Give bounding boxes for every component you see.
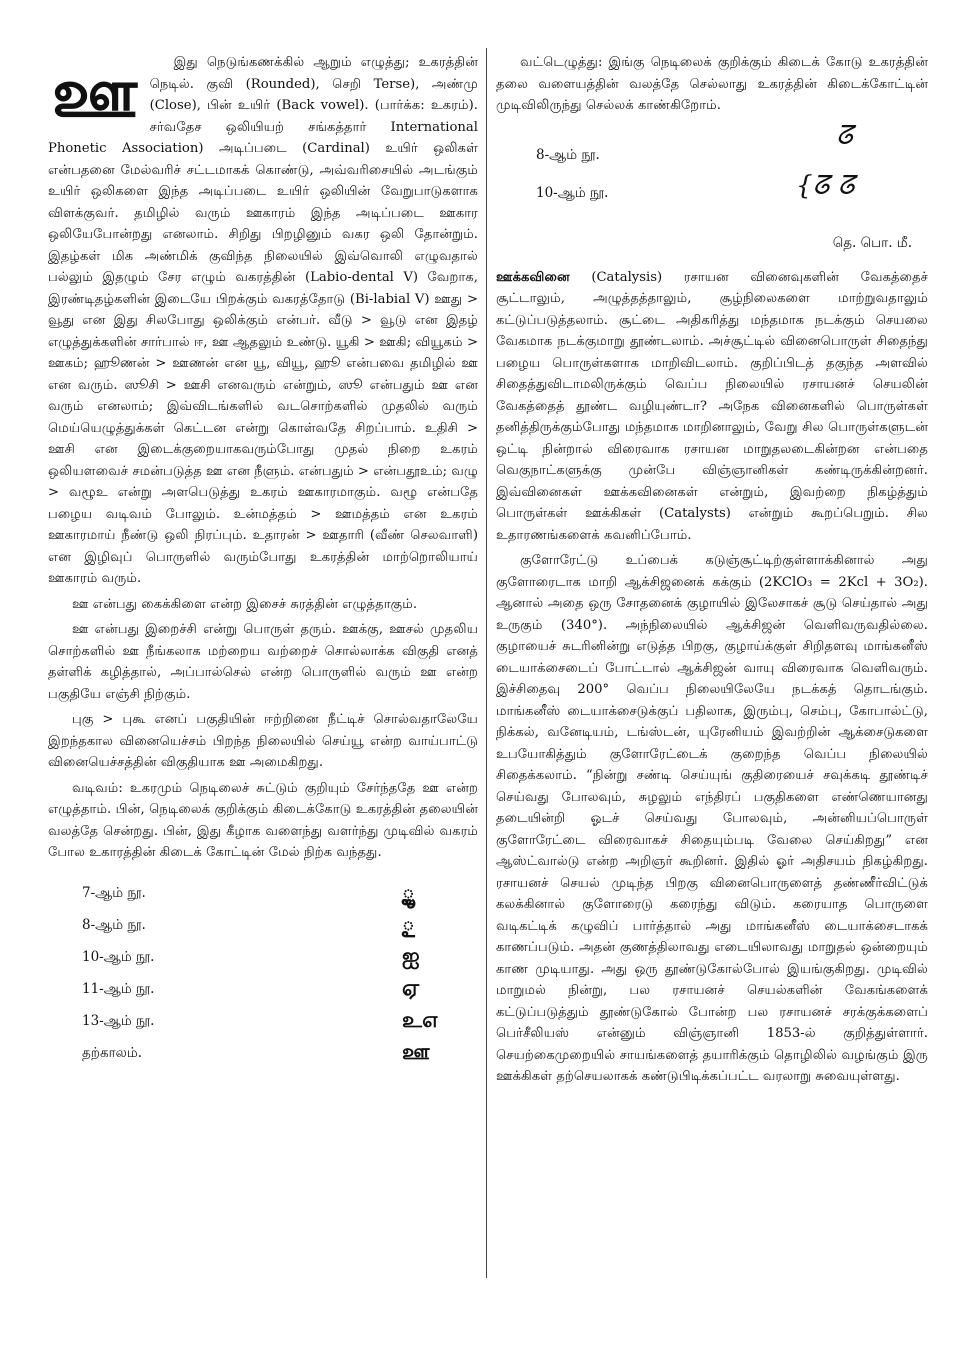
form-glyph: ౖౢ [402,878,415,904]
intro-paragraph: இது நெடுங்கணக்கில் ஆறும் எழுத்து; உகரத்தின் நெடில். குவி (Rounded), செறி Terse), அண்மு (Close), பின் உயிர் (Back vowel). (பார்க்க: உகரம்). சர்வதேச ஒலியியற் சங்கத்தார் International Phonetic Association) அடிப்படை (Cardinal) உயிர் ஒலிகள் என்பதனை மேல்வரிச் சட்டமாகக் கொண்டு, அவ்வரிசையில் அடங்கும் உயிர் ஒலிகளை இந்த அடிப்படை உயிர் ஒலியின் வேறுபாடுகளாக விளக்குவர். தமிழில் வரும் ஊகாரம் இந்த அடிப்படை ஊகார ஒலியேபோன்றது எனலாம். சிறிது பிறழினும் வகர ஒலி தோன்றும். இதழ்கள் மிக அண்மிக் குவிந்த நிலையில் இவ்வொலி எழுவதால் பல்லும் இதழும் சேர எழும் வகரத்தின் (Labio-dental V) வேறாக, இரண்டிதழ்களின் இடையே பிறக்கும் வகரத்தோடு (Bi-labial V) ஊது > வூது என இது சிலபோது ஒலிக்கும் என்பர். வீடு > வூடு என இதழ் எழுத்துக்களின் சார்பால் ஈ, ஊ ஆதலும் உண்டு. யூகி > ஊகி; வியூகம் > ஊகம்; ஹூணன் > ஊணன் என யூ, வியூ, ஹூ என்பவை தமிழில் ஊ என வரும். ஸூசி > ஊசி எனவரும் என்றும், ஸூ என்பதும் ஊ என வரும் எனலாம்; இவ்விடங்களில் வடசொற்களில் முதலில் வரும் மெய்யெழுத்துக்கள் கெட்டன என்று கொள்வதே சிறப்பாம். உதிசி > ஊசி என இடைக்குறையாகவரும்போது முதல் நிறை உகரம் ஒலியளவைச் சமன்படுத்த ஊ என நீளும். என்பதும் > என்பதூஉம்; வழு > வழூஉ என்று அளபெடுத்து உகரம் ஊகாரமாகும். வழூ என்பதே பழைய வடிவம் போலும். உன்மத்தம் > ஊமத்தம் என உகரம் ஊகாரமாய் நீண்டு ஒலி நிரப்பும். உதாரன் > ஊதாரி (வீண் செலவாளி) என இழிவுப் பொருளில் வரும்போது உகரத்தின் மாற்றொலியாய் ஊகாரம் வரும். [48,55,478,586]
form-row [48,974,478,1006]
form-glyph: ஊ [402,1039,430,1065]
form-row [48,942,478,974]
form-row [48,878,478,910]
vat-form-glyph: ᘔ [836,120,853,151]
catalysis-intro [496,267,928,547]
paragraph-meaning: ஊ என்பது இறைச்சி என்று பொருள் தரும். ஊக்கு, ஊசல் முதலிய சொற்களில் ஊ நீங்கலாக மற்றைய வற்றைச் சொல்லாக்க விகுதி எனத் தள்ளிக் கழித்தால், அப்பால்செல் என்ற பொருளில் வரும் ஊ என்ற பகுதியே எஞ்சி நிற்கும். [48,622,478,702]
entry-title: ஊக்கவினை [496,269,570,285]
vat-form-period: 10-ஆம் நூ. [536,184,609,201]
vatteluttu-paragraph: வட்டெழுத்து: இங்கு நெடிலைக் குறிக்கும் கிடைக் கோடு உகரத்தின் தலை வளையத்தின் வலத்தே செல்லாது உகரத்தின் கிடைக்கோட்டின் முடிவிலிருந்து செல்லக் காண்கிறோம். [496,55,928,113]
vatteluttu-forms [496,121,928,231]
catalysis-text: (Catalysis) ரசாயன வினைவுகளின் வேகத்தைச் சூட்டாலும், அழுத்தத்தாலும், சூழ்நிலைகளை மாற்றுவதாலும் கட்டுப்படுத்தலாம். சூட்டை அதிகரித்து மந்தமாக நடக்கும் செயலை வேகமாக நடக்குமாறு தூண்டலாம். அச்சூட்டில் வினைபொருள் சிதைந்து பழைய பொருள்களாக மாறிவிடலாம். குறிப்பிடத் தகுந்த அளவில் சிதைத்துவிடாமலிருக்கும் வெப்ப நிலையில் ரசாயனச் செயலின் வேகத்தைத் தூண்ட வழியுண்டா? அநேக வினைகளில் பொருள்கள் தனித்திருக்கும்போது மந்தமாக மாறினாலும், வேறு சில பொருள்களுடன் ஒட்டி நின்றால் விரைவாக ரசாயன மாறுதலடைகின்றன என்பதை வெகுநாட்களுக்கு முன்பே விஞ்ஞானிகள் கண்டிருக்கின்றனர். இவ்வினைகள் ஊக்கவினைகள் என்றும், இவற்றை நிகழ்த்தும் பொருள்கள் ஊக்கிகள் (Catalysts) என்றும் கூறப்பெறும். சில உதாரணங்களைக் கவனிப்போம். [496,269,928,543]
paragraph-form: வடிவம்: உகரமும் நெடிலைச் சுட்டும் குறியும் சேர்ந்ததே ஊ என்ற எழுத்தாம். பின், நெடிலைக் குறிக்கும் கிடைக்கோடு உகரத்தின் தலையின் வலத்தே சென்றது. பின், இது கீழாக வளைந்து வளர்ந்து முடிவில் வகரம் போல உகாரத்தின் கிடைக் கோட்டின் மேல் நிற்க வந்தது. [48,780,478,860]
left-column [48,52,478,1070]
vat-form-glyph: {ᘔ ᘔ [796,170,855,201]
right-column [496,52,928,1092]
author-signature: தெ. பொ. மீ. [832,234,912,251]
paragraph-music: ஊ என்பது கைக்கிளை என்ற இசைச் சுரத்தின் எழுத்தாகும். [72,596,418,612]
vat-form-period: 8-ஆம் நூ. [536,146,600,163]
form-period: 8-ஆம் நூ. [82,916,146,933]
headword-block [48,52,478,590]
form-period: 10-ஆம் நூ. [82,948,155,965]
letter-forms-table [48,878,478,1070]
headword-letter: ஊ [52,53,136,133]
form-period: 7-ஆம் நூ. [82,884,146,901]
catalysis-example: குளோரேட்டு உப்பைக் கடுஞ்சூட்டிற்குள்ளாக்கினால் அது குளோரைடாக மாறி ஆக்சிஜனைக் கக்கும் (2KClO₃ = 2Kcl + 3O₂). ஆனால் அதை ஒரு சோதனைக் குழாயில் இலேசாகச் சூடு செய்தால் அது உருகும் (340°). அந்நிலையில் ஆக்சிஜன் வெளிவருவதில்லை. குழாயைச் சுடரினின்று எடுத்த பிறகு, குழாய்க்குள் சிறிதளவு மாங்கனீஸ் டையாக்சைடைப் போட்டால் ஆக்சிஜன் வாயு விரைவாக வெளிவரும். இச்சிதைவு 200° வெப்ப நிலையிலேயே நடக்கத் தொடங்கும். மாங்கனீஸ் டையாக்சைடுக்குப் பதிலாக, இரும்பு, செம்பு, கோபால்ட்டு, நிக்கல், வனேடியம், டங்ஸ்டன், யுரேனியம் இவற்றின் ஆக்சைடுகளை உபயோகித்தும் குளோரேட்டைக் குறைந்த வெப்ப நிலையில் சிதைக்கலாம். “நின்று சண்டி செய்யுங் குதிரையைச் சவுக்கடி தூண்டிச் செய்வது போலவும், சுழலும் எந்திரப் பகுதிகளை எண்ணெயானது தடையின்றி ஓடச் செய்வது போலவும், அன்னியப்பொருள் குளோரேட்டை விரைவாகச் சிதையும்படி வேலை செய்கிறது” என ஆஸ்ட்வால்டு என்ற அறிஞர் கூறினர். இதில் ஓர் அதிசயம் நிகழ்கிறது. ரசாயனச் செயல் முடிந்த பிறகு வினைபொருளைத் தண்ணீர்விட்டுக் கலக்கினால் குளோரைடு கரைந்து விடும். கரையாத பொருளை வடிகட்டிக் கழுவிப் பார்த்தால் அது மாங்கனீஸ் டையாக்சைடாகக் காணப்படும். அதன் குணத்திலாவது எடையிலாவது மாறுதல் ஒன்றையும் காண முடியாது. அது ஒரு தூண்டுகோல்போல் இயங்குகிறது. முடிவில் மாறுமல் நின்று, பல ரசாயனச் செயல்களின் வேகங்களைக் கட்டுப்படுத்தும் தூண்டுகோல் போன்ற பல ரசாயனச் சரக்குக்களைப் பெர்சீலியஸ் என்னும் விஞ்ஞானி 1853-ல் குறித்துள்ளார். செயற்கைமுறையில் சாயங்களைத் தயாரிக்கும் தொழிலில் வழங்கும் இரு ஊக்கிகள் தற்செயலாகக் கண்டுபிடிக்கப்பட்ட வரலாறு சுவையுள்ளது. [496,553,928,1084]
form-glyph: உ௭ [402,1007,439,1033]
form-glyph: ஐ [402,943,420,969]
form-glyph: ౖ [402,910,415,936]
form-glyph: ஏ [402,975,420,1001]
form-row [48,1006,478,1038]
form-period: 11-ஆம் நூ. [82,980,155,997]
form-row [48,910,478,942]
form-period: 13-ஆம் நூ. [82,1012,155,1029]
paragraph-grammar: புகு > புகூ எனப் பகுதியின் ஈற்றினை நீட்டிச் சொல்வதாலேயே இறந்தகால வினையெச்சம் பிறந்த நிலையில் செய்யூ என்ற வாய்பாட்டு வினையெச்சத்தின் விகுதியாக ஊ அமைகிறது. [48,712,478,770]
column-divider [486,48,487,1278]
form-row [48,1038,478,1070]
form-period: தற்காலம். [82,1044,143,1061]
